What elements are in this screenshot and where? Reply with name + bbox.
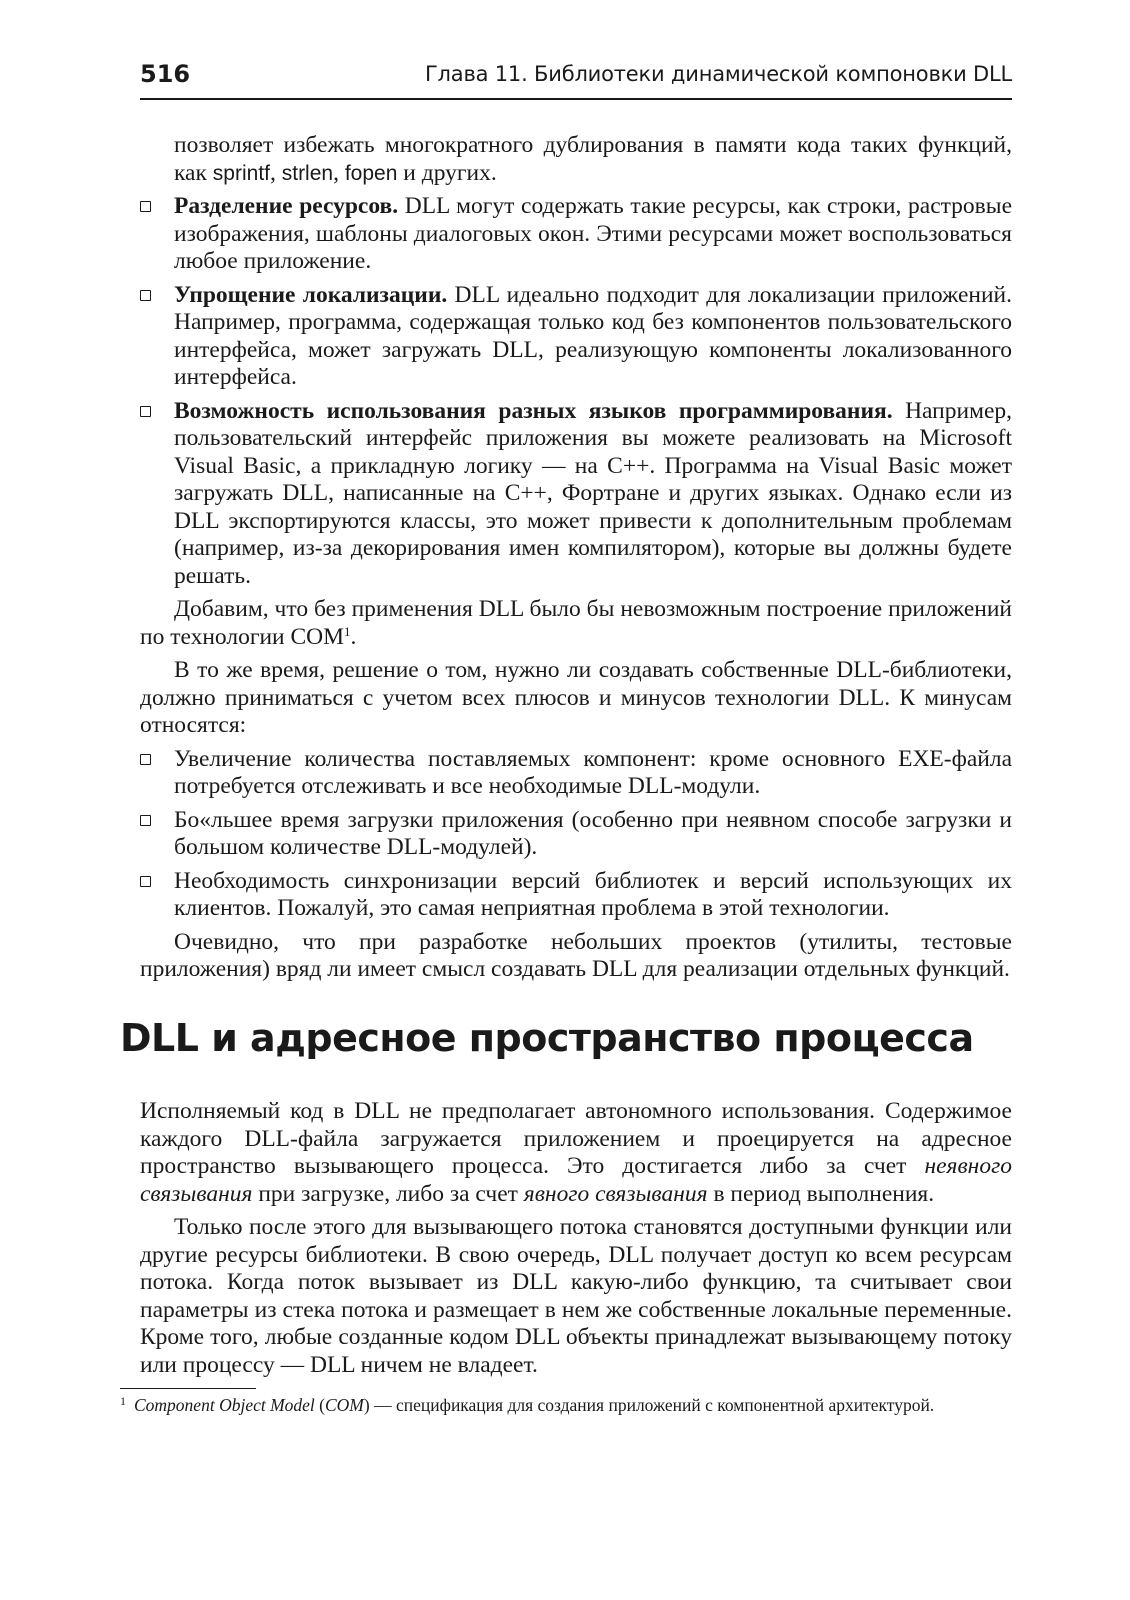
list-item-advantage [140, 193, 1012, 276]
checkbox-bullet-icon [140, 815, 151, 826]
footnote-divider [120, 1388, 256, 1389]
advantage-term: Возможность использования разных языков программирования. [174, 397, 893, 424]
function-name: fopen [344, 161, 398, 185]
footnote-reference: 1 [344, 623, 351, 639]
term-implicit-linking: неявного связывания [140, 1153, 1012, 1207]
running-head [140, 58, 1012, 100]
footnote: 1 Component Object Model (COM) — спецификация для создания приложений с компонентной архитектурой. [120, 1394, 935, 1415]
footnote-paren: ( [314, 1395, 325, 1415]
advantage-text: Например, пользовательский интерфейс приложения вы можете реализовать на Microsoft Visual Basic, а прикладную логику — на C++. Программа на Visual Basic может загружать DLL, написанные на C++, Фортране и других языках. Однако если из DLL экспортируются классы, это может привести к дополнительным проблемам (например, из-за декорирования имен компилятором), которые вы должны будете решать. [174, 397, 1013, 589]
advantage-text: DLL идеально подходит для локализации приложений. Например, программа, содержащая только код без компонентов пользовательского интерфейса, может загружать DLL, реализующую компоненты локализованного интерфейса. [174, 281, 1012, 390]
paragraph-text: Исполняемый код в DLL не предполагает автономного использования. Содержимое каждого DLL-файла загружается приложением и проецируется на адресное пространство вызывающего процесса. Это достигается либо за счет [140, 1098, 1012, 1179]
function-name: strlen [281, 161, 334, 185]
function-name: sprintf [212, 161, 270, 185]
checkbox-bullet-icon [140, 201, 151, 212]
advantage-term: Упрощение локализации. [174, 281, 448, 308]
checkbox-bullet-icon [140, 406, 151, 417]
section-heading: DLL и адресное пространство процесса [120, 1016, 974, 1060]
separator: , [269, 159, 282, 186]
footnote-text: ) — спецификация для создания приложений с компонентной архитектурой. [363, 1395, 935, 1415]
list-item-disadvantage [140, 746, 1012, 801]
disadvantage-text: Необходимость синхронизации версий библиотек и версий использующих их клиентов. Пожалуй, это самая неприятная проблема в этой технологии. [174, 867, 1012, 921]
paragraph-com [140, 596, 1012, 651]
page-number: 516 [140, 60, 191, 88]
separator: , [333, 159, 345, 186]
list-item-advantage [140, 398, 1012, 591]
list-item-disadvantage [140, 807, 1012, 862]
paragraph-text: Добавим, что без применения DLL было бы невозможным построение приложений по технологии COM [140, 596, 1012, 650]
checkbox-bullet-icon [140, 290, 151, 301]
footnote-term: Component Object Model [134, 1395, 315, 1415]
paragraph-minuses: В то же время, решение о том, нужно ли создавать собственные DLL-библиотеки, должно приниматься с учетом всех плюсов и минусов технологии DLL. К минусам относятся: [140, 657, 1012, 738]
advantage-text: DLL могут содержать такие ресурсы, как строки, растровые изображения, шаблоны диалоговых окон. Этими ресурсами может воспользоваться любое приложение. [174, 193, 1012, 274]
disadvantage-text: Увеличение количества поставляемых компонент: кроме основного EXE-файла потребуется отслеживать и все необходимые DLL-модули. [174, 745, 1012, 799]
list-item-advantage [140, 282, 1012, 392]
term-explicit-linking: явного связывания [523, 1180, 708, 1207]
section-text [140, 1098, 1012, 1379]
footnote-abbr: COM [325, 1395, 364, 1415]
section-paragraph-1 [140, 1098, 1012, 1208]
paragraph-text: в период выполнения. [707, 1180, 935, 1207]
checkbox-bullet-icon [140, 754, 151, 765]
intro-text-end: и других. [397, 159, 497, 186]
advantage-term: Разделение ресурсов. [174, 193, 399, 219]
chapter-title: Глава 11. Библиотеки динамической компоновки DLL [424, 62, 1012, 86]
intro-text: позволяет избежать многократного дублирования в памяти кода таких функций, как [174, 132, 1012, 186]
disadvantage-text: Бо«льшее время загрузки приложения (особенно при неявном способе загрузки и большом количестве DLL-модулей). [174, 806, 1012, 860]
section-paragraph-2: Только после этого для вызывающего потока становятся доступными функции или другие ресурсы библиотеки. В свою очередь, DLL получает доступ ко всем ресурсам потока. Когда поток вызывает из DLL какую-либо функцию, та считывает свои параметры из стека потока и размещает в нем же собственные локальные переменные. Кроме того, любые созданные кодом DLL объекты принадлежат вызывающему потоку или процессу — DLL ничем не владеет. [140, 1214, 1012, 1378]
intro-continuation [140, 132, 1012, 187]
checkbox-bullet-icon [140, 876, 151, 887]
paragraph-tail: . [350, 623, 357, 650]
paragraph-conclusion: Очевидно, что при разработке небольших проектов (утилиты, тестовые приложения) вряд ли имеет смысл создавать DLL для реализации отдельных функций. [140, 928, 1012, 982]
main-text [140, 132, 1012, 984]
list-item-disadvantage [140, 868, 1012, 923]
paragraph-text: при загрузке, либо за счет [252, 1180, 524, 1207]
